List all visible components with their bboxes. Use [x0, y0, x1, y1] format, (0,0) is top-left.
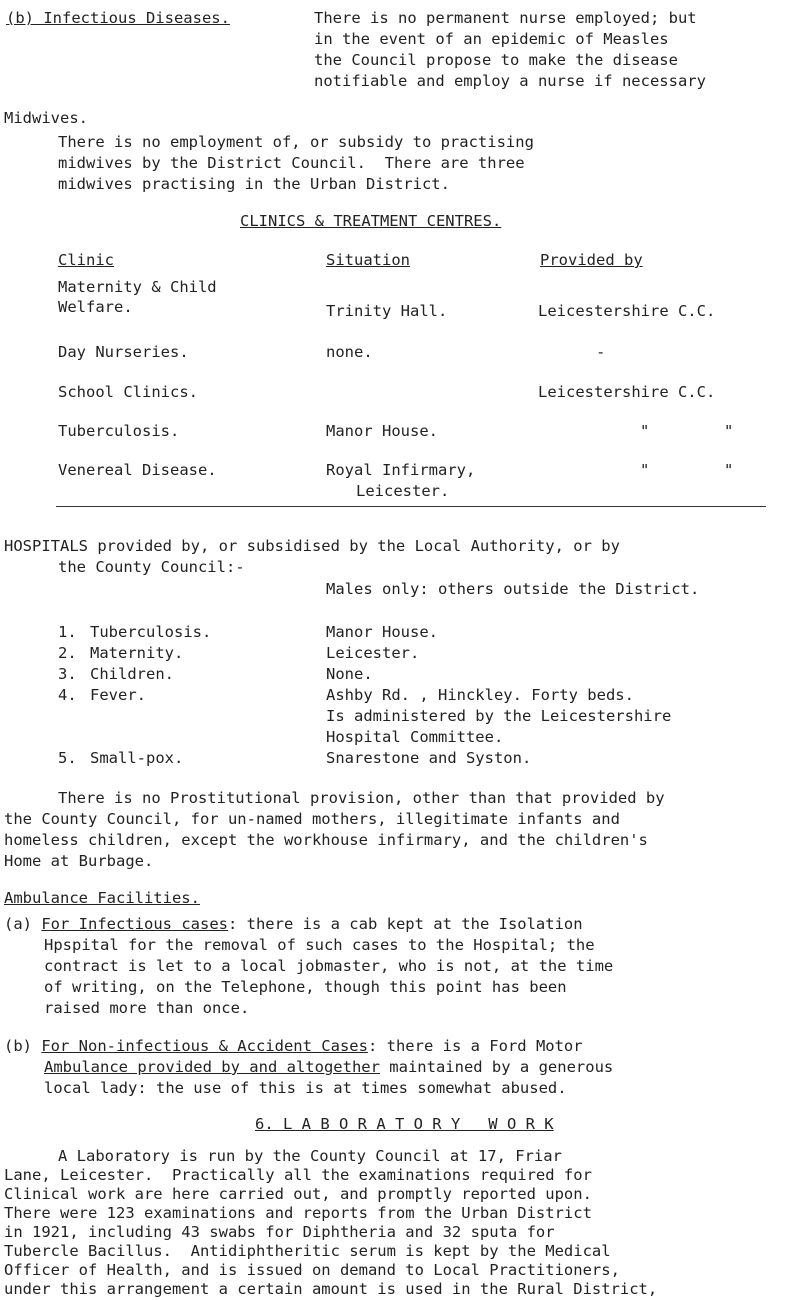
- infectious-line: notifiable and employ a nurse if necessary: [314, 72, 706, 90]
- laboratory-line: in 1921, including 43 swabs for Diphtheria and 32 sputa for: [4, 1223, 555, 1241]
- ambulance-a-rest: : there is a cab kept at the Isolation: [227, 915, 583, 933]
- hospital-item-where: Manor House.: [326, 623, 438, 641]
- hospital-item-name: Maternity.: [90, 644, 184, 662]
- ambulance-a-line: contract is let to a local jobmaster, who is not, at the time: [44, 957, 614, 975]
- ambulance-b-label: (b): [4, 1037, 32, 1055]
- ambulance-b-line: local lady: the use of this is at times somewhat abused.: [44, 1079, 567, 1097]
- ambulance-b-line: [44, 1057, 613, 1078]
- hospital-item-number: 2.: [58, 644, 77, 662]
- clinic-cell: Tuberculosis.: [58, 422, 180, 440]
- laboratory-line: Clinical work are here carried out, and promptly reported upon.: [4, 1185, 592, 1203]
- laboratory-line: under this arrangement a certain amount is used in the Rural District,: [4, 1280, 658, 1298]
- hospital-item-where: Is administered by the Leicestershire: [326, 707, 672, 725]
- prostitutional-line: There is no Prostitutional provision, other than that provided by: [58, 789, 665, 807]
- prostitutional-line: the County Council, for un-named mothers, illegitimate infants and: [4, 810, 620, 828]
- provided-cell: Leicestershire C.C.: [538, 302, 716, 320]
- hospital-item-name: Tuberculosis.: [90, 623, 212, 641]
- ambulance-a-line: of writing, on the Telephone, though this point has been: [44, 978, 567, 996]
- clinic-cell: Day Nurseries.: [58, 343, 189, 361]
- hospital-item-where: Leicester.: [326, 644, 420, 662]
- hospital-item-where: None.: [326, 665, 373, 683]
- hospital-item-where: Snarestone and Syston.: [326, 749, 532, 767]
- clinic-cell: Venereal Disease.: [58, 461, 217, 479]
- hospital-item-number: 5.: [58, 749, 77, 767]
- prostitutional-line: homeless children, except the workhouse infirmary, and the children's: [4, 831, 648, 849]
- hospital-item-name: Small-pox.: [90, 749, 184, 767]
- situation-cell: Trinity Hall.: [326, 302, 448, 320]
- column-header-situation: Situation: [326, 251, 410, 269]
- ambulance-b-line2-underlined: Ambulance provided by and altogether: [44, 1058, 380, 1076]
- hospitals-note: Males only: others outside the District.: [326, 580, 700, 598]
- prostitutional-line: Home at Burbage.: [4, 852, 154, 870]
- infectious-diseases-label: (b) Infectious Diseases.: [6, 9, 230, 27]
- ambulance-b-rest: : there is a Ford Motor: [367, 1037, 583, 1055]
- infectious-line: the Council propose to make the disease: [314, 51, 678, 69]
- provided-cell: " ": [640, 461, 734, 479]
- ambulance-a-line: raised more than once.: [44, 999, 250, 1017]
- clinic-cell: Maternity & Child: [58, 278, 217, 296]
- clinic-cell: School Clinics.: [58, 383, 198, 401]
- midwives-heading: Midwives.: [4, 109, 88, 127]
- infectious-line: in the event of an epidemic of Measles: [314, 30, 669, 48]
- laboratory-line: There were 123 examinations and reports from the Urban District: [4, 1204, 592, 1222]
- laboratory-line: Officer of Health, and is issued on demand to Local Practitioners,: [4, 1261, 620, 1279]
- hospitals-intro: HOSPITALS provided by, or subsidised by the Local Authority, or by: [4, 537, 620, 555]
- hospital-item-name: Children.: [90, 665, 174, 683]
- ambulance-a-line: Hpspital for the removal of such cases to the Hospital; the: [44, 936, 595, 954]
- infectious-line: There is no permanent nurse employed; but: [314, 9, 697, 27]
- midwives-line: midwives practising in the Urban District.: [58, 175, 450, 193]
- clinics-heading: CLINICS & TREATMENT CENTRES.: [240, 212, 502, 230]
- ambulance-a-underlined: For Infectious cases: [41, 915, 228, 933]
- hospitals-intro: the County Council:-: [58, 558, 245, 576]
- hospital-item-number: 1.: [58, 623, 77, 641]
- provided-cell: Leicestershire C.C.: [538, 383, 716, 401]
- hospital-item-where: Ashby Rd. , Hinckley. Forty beds.: [326, 686, 634, 704]
- ambulance-b-line2-rest: maintained by a generous: [379, 1058, 614, 1076]
- situation-cell: none.: [326, 343, 373, 361]
- situation-cell: Manor House.: [326, 422, 438, 440]
- midwives-line: There is no employment of, or subsidy to practising: [58, 133, 534, 151]
- situation-cell: Royal Infirmary,: [326, 461, 476, 479]
- hospital-item-where: Hospital Committee.: [326, 728, 504, 746]
- column-header-provided-by: Provided by: [540, 251, 643, 269]
- ambulance-a-line: [4, 914, 583, 935]
- situation-cell: Leicester.: [356, 482, 450, 500]
- table-rule: [56, 506, 766, 507]
- column-header-clinic: Clinic: [58, 251, 114, 269]
- midwives-line: midwives by the District Council. There are three: [58, 154, 525, 172]
- laboratory-heading: 6. L A B O R A T O R Y W O R K: [255, 1115, 554, 1133]
- clinic-cell: Welfare.: [58, 298, 133, 316]
- ambulance-b-line: [4, 1036, 583, 1057]
- laboratory-line: Lane, Leicester. Practically all the examinations required for: [4, 1166, 592, 1184]
- hospital-item-name: Fever.: [90, 686, 146, 704]
- ambulance-a-label: (a): [4, 915, 32, 933]
- provided-cell: " ": [640, 422, 734, 440]
- laboratory-line: A Laboratory is run by the County Council at 17, Friar: [58, 1147, 562, 1165]
- hospital-item-number: 3.: [58, 665, 77, 683]
- provided-cell: -: [596, 343, 606, 361]
- ambulance-heading: Ambulance Facilities.: [4, 889, 200, 907]
- ambulance-b-underlined: For Non-infectious & Accident Cases: [41, 1037, 368, 1055]
- laboratory-line: Tubercle Bacillus. Antidiphtheritic serum is kept by the Medical: [4, 1242, 611, 1260]
- hospital-item-number: 4.: [58, 686, 77, 704]
